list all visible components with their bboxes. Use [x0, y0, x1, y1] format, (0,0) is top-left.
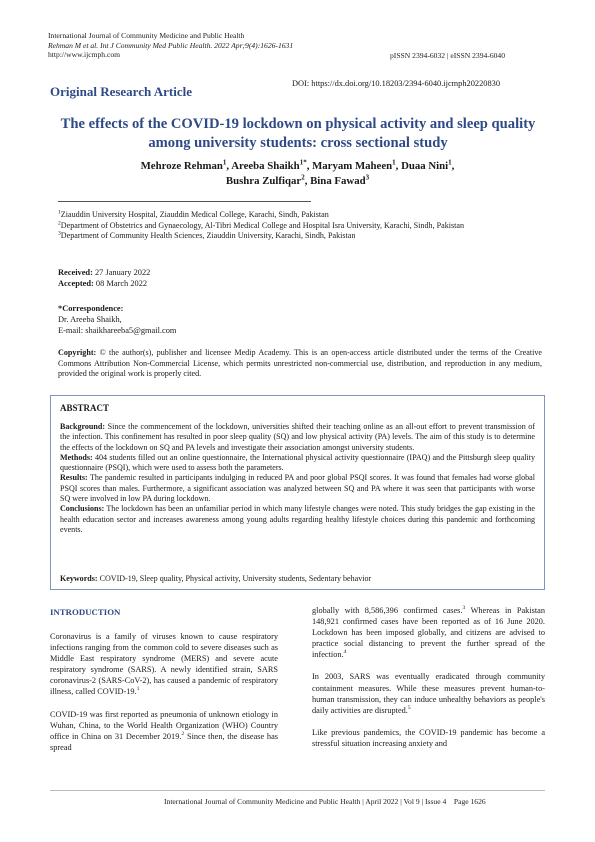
doi[interactable]: DOI: https://dx.doi.org/10.18203/2394-6040.ijcmph20220830	[292, 79, 501, 88]
intro-paragraph: In 2003, SARS was eventually eradicated through community containment measures. While these measures prevent human-to-human transmission, they can induce unhealthy behaviors as people's daily activities are disrupted.$^5$	[312, 672, 545, 715]
author: Bushra Zulfiqar$^2$,	[225, 173, 311, 187]
correspondence-email[interactable]: E-mail: shaikhareeba5@gmail.com	[58, 326, 177, 335]
article-type: Original Research Article	[50, 84, 193, 99]
received-date: Received: 27 January 2022	[58, 268, 151, 277]
affiliation: $^2$Department of Obstetrics and Gynaecology, Al-Tibri Medical College and Hospital Isra University, Karachi, Sindh, Pakistan	[58, 219, 465, 230]
author: Areeba Shaikh$^{1*}$,	[231, 158, 313, 172]
intro-left-column	[50, 631, 278, 753]
author: Duaa Nini$^1$,	[401, 158, 455, 172]
correspondence-name: Dr. Areeba Shaikh,	[58, 315, 122, 324]
journal-header	[48, 31, 378, 60]
intro-paragraph: COVID-19 was first reported as pneumonia of unknown etiology in Wuhan, China, to the World Health Organization (WHO) Country office in China on 31 December 2019.$^2$ Since then, the disease has spread	[50, 709, 278, 752]
abstract-results: Results: The pandemic resulted in participants indulging in reduced PA and poor global PSQI scores. It was found that females had worse global PSQI scores than males. Furthermore, a significant association was analyzed between SQ and PA where it was seen that participants with worse SQ were involved in low PA during lockdown.	[60, 473, 535, 504]
journal-url[interactable]: http://www.ijcmph.com	[48, 50, 121, 60]
dates	[58, 267, 358, 289]
intro-heading: INTRODUCTION	[50, 607, 121, 617]
footer-rule	[50, 790, 545, 791]
author: Mehroze Rehman$^1$,	[140, 158, 232, 172]
intro-paragraph: Like previous pandemics, the COVID-19 pandemic has become a stressful situation increasing anxiety and	[312, 727, 545, 748]
citation: Rehman M et al. Int J Community Med Public Health. 2022 Apr;9(4):1626-1631	[48, 40, 294, 50]
correspondence-label: *Correspondence:	[58, 304, 124, 313]
affiliations	[58, 210, 543, 242]
abstract-conclusions: Conclusions: The lockdown has been an unfamiliar period in which many lifestyle changes were noted. This study bridges the gap existing in the health education sector and increases awareness among young adults regarding healthy lifestyle choices during this pandemic and forthcoming events.	[60, 504, 535, 534]
abstract-methods: Methods: 404 students filled out an online questionnaire, the International physical activity questionnaire (IPAQ) and the Pittsburgh sleep quality questionnaire (PSQI), which were used to assess both the parameters.	[60, 452, 535, 473]
author-list	[110, 159, 485, 189]
intro-paragraph: globally with 8,586,396 confirmed cases.$^3$ Whereas in Pakistan 148,921 confirmed cases have been reported as of 16 June 2020. Lockdown has been imposed globally, and citizens are advised to practice social distancing to prevent the further spread of the infection.$^4$	[312, 605, 545, 660]
copyright: Copyright: © the author(s), publisher and licensee Medip Academy. This is an open-access article distributed under the terms of the Creative Commons Attribution Non-Commercial License, which permits unrestricted non-commercial use, distribution, and reproduction in any medium, provided the original work is properly cited.	[58, 348, 542, 379]
author: Bina Fawad$^3$	[310, 173, 370, 187]
keywords: Keywords: COVID-19, Sleep quality, Physical activity, University students, Sedentary behavior	[60, 574, 372, 583]
abstract-body	[60, 422, 535, 535]
author: Maryam Maheen$^1$,	[312, 158, 402, 172]
page-footer: International Journal of Community Medicine and Public Health | April 2022 | Vol 9 | Issue 4 Page 1626	[164, 797, 486, 806]
correspondence	[58, 303, 358, 336]
abstract-heading: ABSTRACT	[60, 403, 110, 413]
intro-right-column	[312, 605, 545, 749]
accepted-date: Accepted: 08 March 2022	[58, 279, 148, 288]
journal-name: International Journal of Community Medicine and Public Health	[48, 31, 245, 40]
intro-paragraph: Coronavirus is a family of viruses known to cause respiratory infections ranging from the common cold to severe diseases such as Middle East respiratory syndrome (MERS) and severe acute respiratory syndrome (SARS). A newly identified strain, SARS coronavirus-2 (SARS-CoV-2), has caused a pandemic of respiratory illness, called COVID-19.$^1$	[50, 632, 278, 697]
affiliation: $^3$Department of Community Health Sciences, Ziauddin University, Karachi, Sindh, Pakistan	[58, 230, 356, 241]
issn: pISSN 2394-6032 | eISSN 2394-6040	[390, 51, 506, 60]
abstract-background: Background: Since the commencement of the lockdown, universities shifted their teaching online as an all-out effort to prevent transmission of the infection. This confinement has resulted in poor sleep quality (SQ) and low physical activity (PA) levels. The aim of this study is to determine the effects of the lockdown on SQ and PA levels and investigate their association amongst university students.	[60, 422, 536, 452]
separator-rule	[58, 201, 311, 202]
article-title: The effects of the COVID-19 lockdown on physical activity and sleep quality among university students: cross sectional study	[60, 116, 536, 151]
affiliation: $^1$Ziauddin University Hospital, Ziauddin Medical College, Karachi, Sindh, Pakistan	[58, 209, 329, 219]
